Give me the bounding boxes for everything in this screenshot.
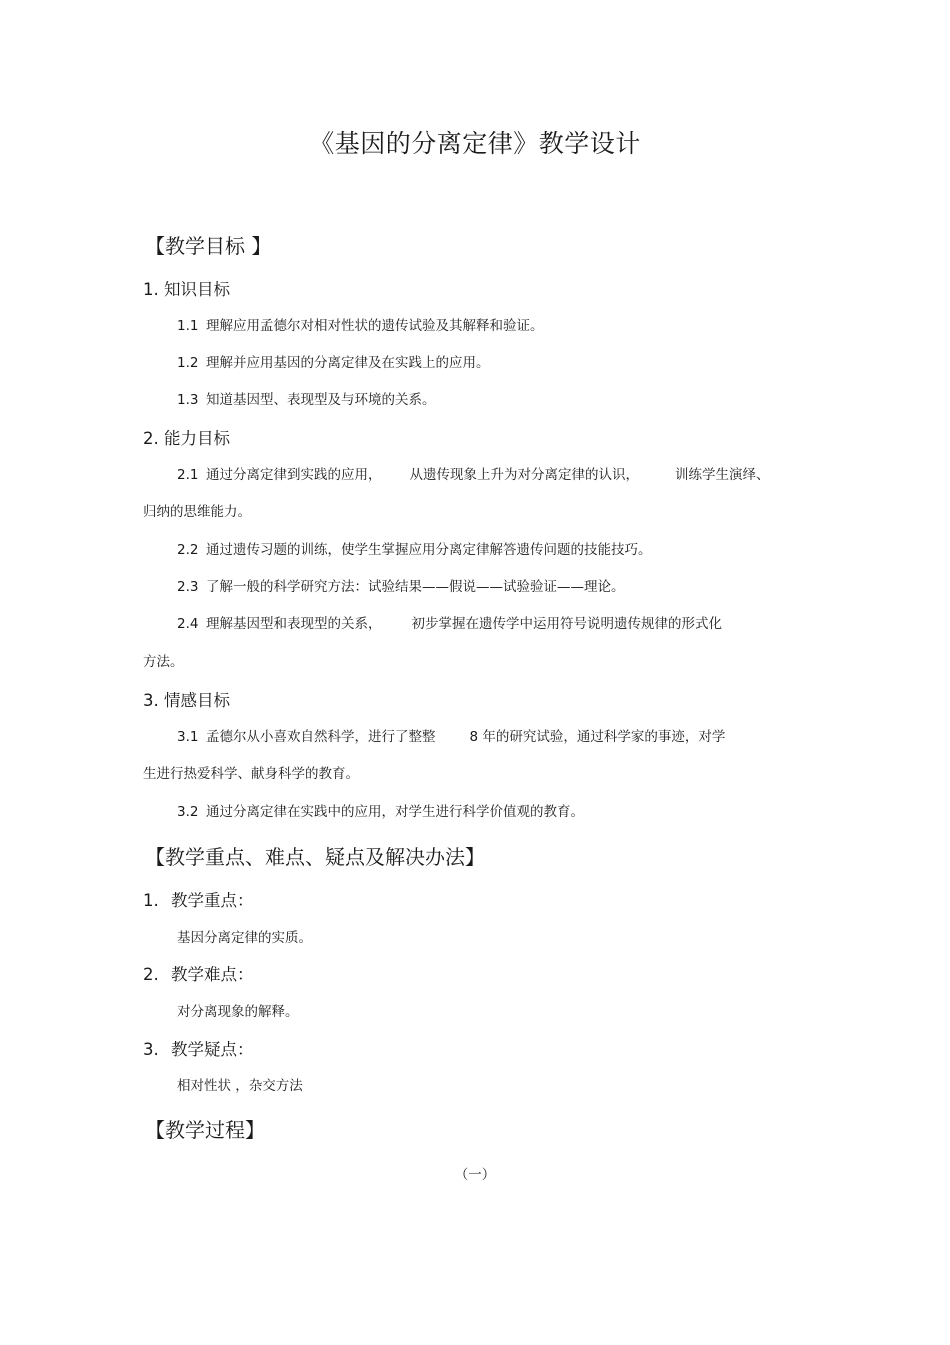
keypoint-content: 基因分离定律的实质。	[177, 930, 312, 946]
item-number: 2.4	[177, 616, 199, 632]
item-text: 训练学生演绎、	[675, 467, 770, 483]
page-title: 《基因的分离定律》教学设计	[309, 129, 641, 158]
item-number: 1.3	[177, 392, 199, 408]
ability-item-continuation: 方法。	[143, 654, 184, 670]
keypoint-content: 相对性状 ，杂交方法	[177, 1078, 303, 1094]
item-number: 1.1	[177, 318, 199, 334]
item-text: 了解一般的科学研究方法：试验结果——假说——试验验证——理论。	[206, 579, 625, 595]
keypoint-number: 3.	[143, 1040, 159, 1059]
objectives-heading: 【教学目标 】	[145, 234, 272, 258]
keypoint-title: 教学重点：	[171, 891, 254, 910]
item-number: 1.2	[177, 355, 199, 371]
item-text: 理解应用孟德尔对相对性状的遗传试验及其解释和验证。	[206, 318, 544, 334]
ability-item	[177, 575, 625, 595]
item-text: 8 年的研究试验，通过科学家的事迹，对学	[469, 729, 726, 745]
item-text: 从遗传现象上升为对分离定律的认识，	[409, 467, 639, 483]
keypoint-number: 2.	[143, 965, 159, 984]
ability-heading: 2. 能力目标	[143, 429, 230, 448]
item-text: 知道基因型、表现型及与环境的关系。	[206, 392, 436, 408]
process-subheading: （一）	[454, 1167, 496, 1183]
ability-item-continuation: 归纳的思维能力。	[143, 504, 251, 520]
item-number: 2.1	[177, 467, 199, 483]
item-number: 2.3	[177, 579, 199, 595]
knowledge-item	[177, 314, 544, 334]
ability-item	[177, 538, 652, 558]
knowledge-heading: 1. 知识目标	[143, 280, 230, 299]
keypoint-label	[143, 1036, 254, 1060]
item-text: 通过遗传习题的训练，使学生掌握应用分离定律解答遗传问题的技能技巧。	[206, 542, 652, 558]
item-text: 理解并应用基因的分离定律及在实践上的应用。	[206, 355, 490, 371]
item-text: 通过分离定律到实践的应用，	[206, 467, 382, 483]
emotion-item	[177, 725, 725, 745]
item-text: 孟德尔从小喜欢自然科学，进行了整整	[206, 729, 436, 745]
emotion-item-continuation: 生进行热爱科学、献身科学的教育。	[143, 766, 359, 782]
emotion-heading: 3. 情感目标	[143, 691, 230, 710]
item-text: 理解基因型和表现型的关系，	[206, 616, 382, 632]
ability-item	[177, 463, 770, 483]
item-text: 初步掌握在遗传学中运用符号说明遗传规律的形式化	[411, 616, 722, 632]
emotion-item	[177, 800, 584, 820]
knowledge-item	[177, 388, 436, 408]
item-text: 通过分离定律在实践中的应用，对学生进行科学价值观的教育。	[206, 804, 584, 820]
keypoint-title: 教学难点：	[171, 965, 254, 984]
item-number: 3.2	[177, 804, 199, 820]
ability-item	[177, 612, 722, 632]
keypoints-heading: 【教学重点、难点、疑点及解决办法】	[145, 845, 485, 869]
knowledge-item	[177, 351, 490, 371]
keypoint-label	[143, 887, 254, 911]
item-number: 3.1	[177, 729, 199, 745]
keypoint-label	[143, 961, 254, 985]
item-number: 2.2	[177, 542, 199, 558]
keypoint-number: 1.	[143, 891, 159, 910]
process-heading: 【教学过程】	[145, 1118, 265, 1142]
keypoint-content: 对分离现象的解释。	[177, 1004, 299, 1020]
keypoint-title: 教学疑点：	[171, 1040, 254, 1059]
